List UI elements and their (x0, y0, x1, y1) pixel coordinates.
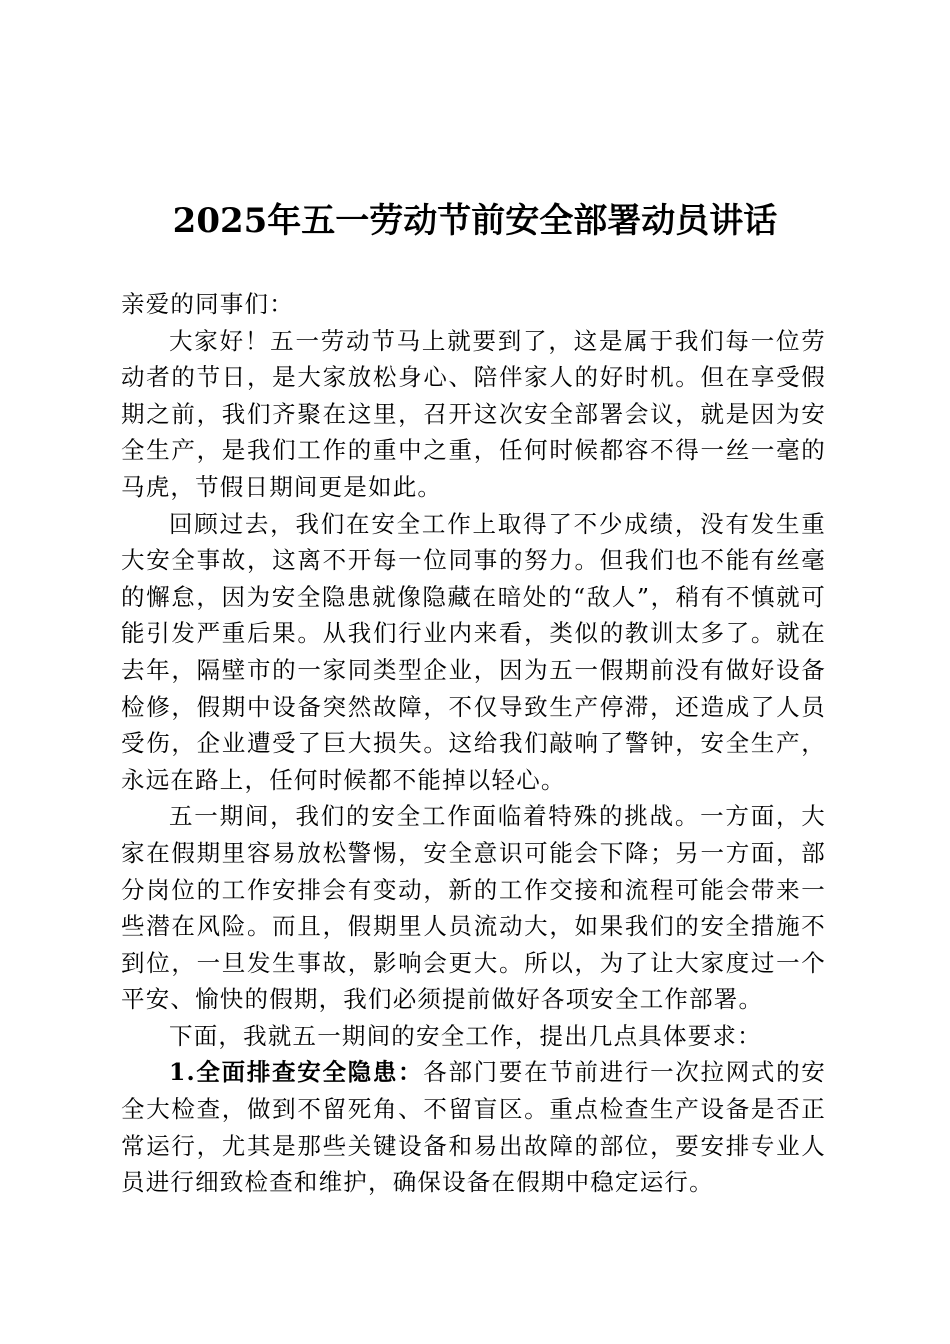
document-body (121, 286, 826, 1201)
requirement-item-1-heading: 1.全面排查安全隐患： (169, 1058, 424, 1087)
paragraph-review: 回顾过去，我们在安全工作上取得了不少成绩，没有发生重大安全事故，这离不开每一位同事的努力。但我们也不能有丝毫的懈怠，因为安全隐患就像隐藏在暗处的“敌人”，稍有不慎就可能引发严重后果。从我们行业内来看，类似的教训太多了。就在去年，隔壁市的一家同类型企业，因为五一假期前没有做好设备检修，假期中设备突然故障，不仅导致生产停滞，还造成了人员受伤，企业遭受了巨大损失。这给我们敲响了警钟，安全生产，永远在路上，任何时候都不能掉以轻心。 (121, 509, 826, 794)
requirement-item-1 (121, 1054, 826, 1200)
requirement-item-1-text: 各部门要在节前进行一次拉网式的安全大检查，做到不留死角、不留盲区。重点检查生产设备是否正常运行，尤其是那些关键设备和易出故障的部位，要安排专业人员进行细致检查和维护，确保设备在假期中稳定运行。 (121, 1058, 827, 1197)
paragraph-challenges: 五一期间，我们的安全工作面临着特殊的挑战。一方面，大家在假期里容易放松警惕，安全意识可能会下降；另一方面，部分岗位的工作安排会有变动，新的工作交接和流程可能会带来一些潜在风险。而且，假期里人员流动大，如果我们的安全措施不到位，一旦发生事故，影响会更大。所以，为了让大家度过一个平安、愉快的假期，我们必须提前做好各项安全工作部署。 (121, 802, 826, 1014)
document-title: 2025年五一劳动节前安全部署动员讲话 (172, 201, 778, 241)
paragraph-requirements-intro: 下面，我就五一期间的安全工作，提出几点具体要求： (169, 1021, 762, 1050)
salutation: 亲爱的同事们： (121, 290, 294, 318)
paragraph-greeting: 大家好！五一劳动节马上就要到了，这是属于我们每一位劳动者的节日，是大家放松身心、陪伴家人的好时机。但在享受假期之前，我们齐聚在这里，召开这次安全部署会议，就是因为安全生产，是我们工作的重中之重，任何时候都容不得一丝一毫的马虎，节假日期间更是如此。 (121, 326, 826, 501)
